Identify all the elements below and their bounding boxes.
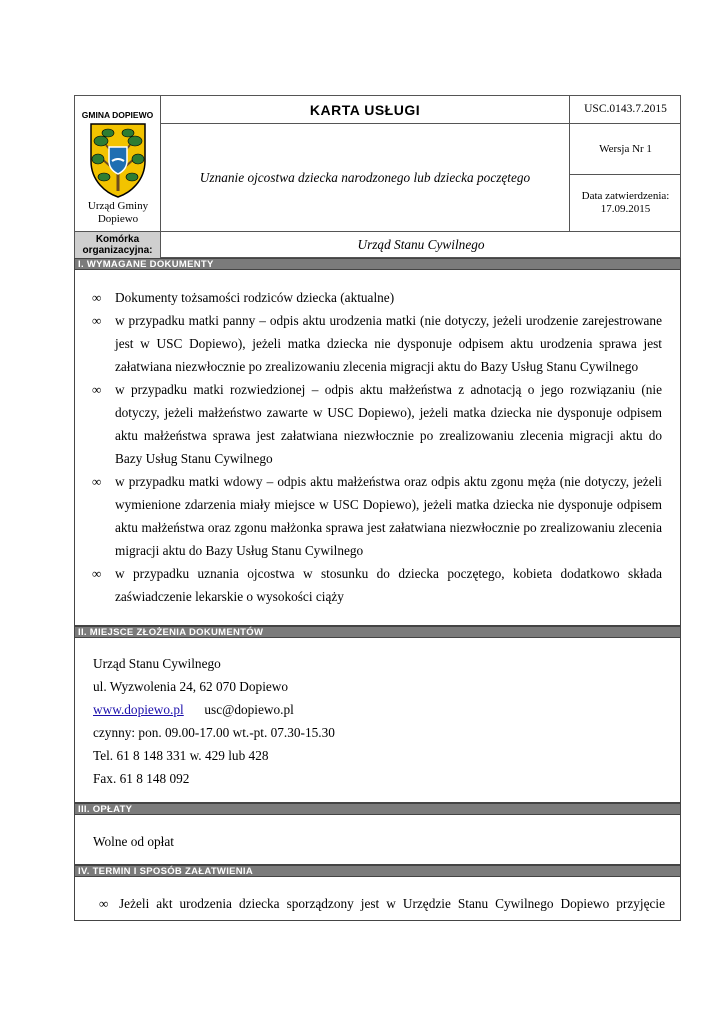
service-title: Uznanie ojcostwa dziecka narodzonego lub dziecka poczętego xyxy=(199,169,531,185)
version-label: Wersja Nr 1 xyxy=(599,142,652,155)
infinity-bullet-icon: ∞ xyxy=(92,290,102,305)
term-list xyxy=(99,892,665,915)
office-name: Urząd Gminy Dopiewo xyxy=(87,200,149,225)
fax-number: Fax. 61 8 148 092 xyxy=(93,771,190,786)
coat-of-arms-icon xyxy=(88,121,148,199)
fees-text: Wolne od opłat xyxy=(93,834,174,849)
phone-number: Tel. 61 8 148 331 w. 429 lub 428 xyxy=(93,748,269,763)
unit-value: Urząd Stanu Cywilnego xyxy=(357,237,485,252)
address-block xyxy=(93,652,335,790)
approval-label: Data zatwierdzenia: xyxy=(581,190,670,202)
opening-hours: czynny: pon. 09.00-17.00 wt.-pt. 07.30-15.30 xyxy=(93,725,335,740)
card-title: KARTA USŁUGI xyxy=(309,101,421,118)
section-heading-fees: III. OPŁATY xyxy=(74,803,681,815)
list-item: ∞ w przypadku matki panny – odpis aktu urodzenia matki (nie dotyczy, jeżeli urodzenie zarejestrowane jest w USC Dopiewo), jeżeli matka dziecka nie dysponuje odpisem aktu urodzenia sprawa jest załatwiana niezwłocznie po zrealizowaniu zlecenia migracji aktu do Bazy Usług Stanu Cywilnego xyxy=(92,309,662,378)
office-street: ul. Wyzwolenia 24, 62 070 Dopiewo xyxy=(93,679,289,694)
section-heading-term: IV. TERMIN I SPOSÓB ZAŁATWIENIA xyxy=(74,865,681,877)
infinity-bullet-icon: ∞ xyxy=(92,382,102,397)
header-divider xyxy=(569,174,681,175)
approval-block xyxy=(570,190,681,216)
list-item: ∞ Dokumenty tożsamości rodziców dziecka (aktualne) xyxy=(92,286,662,309)
approval-date: 17.09.2015 xyxy=(600,203,651,215)
infinity-bullet-icon: ∞ xyxy=(92,566,102,581)
infinity-bullet-icon: ∞ xyxy=(92,474,102,489)
unit-label: Komórka organizacyjna: xyxy=(75,232,160,258)
infinity-bullet-icon: ∞ xyxy=(99,896,109,911)
logo-cell xyxy=(75,96,160,231)
section-heading-place: II. MIEJSCE ZŁOŻENIA DOKUMENTÓW xyxy=(74,626,681,638)
infinity-bullet-icon: ∞ xyxy=(92,313,102,328)
documents-list xyxy=(92,286,662,608)
contact-links xyxy=(93,698,335,721)
list-item: ∞ w przypadku matki rozwiedzionej – odpis aktu małżeństwa z adnotacją o jego rozwiązaniu (nie dotyczy, jeżeli małżeństwo zawarte w USC Dopiewo), jeżeli matka dziecka nie dysponuje odpisem aktu małżeństwa sprawa jest załatwiana niezwłocznie po zrealizowaniu zlecenia migracji aktu do Bazy Usług Stanu Cywilnego xyxy=(92,378,662,470)
website-link[interactable]: www.dopiewo.pl xyxy=(93,702,184,717)
list-item: ∞ w przypadku uznania ojcostwa w stosunku do dziecka poczętego, kobieta dodatkowo składa zaświadczenie lekarskie o wysokości ciąży xyxy=(92,562,662,608)
section-heading-documents: I. WYMAGANE DOKUMENTY xyxy=(74,258,681,270)
card-code: USC.0143.7.2015 xyxy=(584,103,667,115)
email-address: usc@dopiewo.pl xyxy=(204,702,294,717)
list-item: ∞ w przypadku matki wdowy – odpis aktu małżeństwa oraz odpis aktu zgonu męża (nie dotyczy, jeżeli wymienione zdarzenia miały miejsce w USC Dopiewo), jeżeli matka dziecka nie dysponuje odpisem aktu małżeństwa oraz zgonu małżonka sprawa jest załatwiana niezwłocznie po zrealizowaniu zlecenia migracji aktu do Bazy Usług Stanu Cywilnego xyxy=(92,470,662,562)
logo-title: GMINA DOPIEWO xyxy=(81,110,154,120)
office-address-name: Urząd Stanu Cywilnego xyxy=(93,656,221,671)
list-item: ∞ Jeżeli akt urodzenia dziecka sporządzony jest w Urzędzie Stanu Cywilnego Dopiewo przyjęcie xyxy=(99,892,665,915)
